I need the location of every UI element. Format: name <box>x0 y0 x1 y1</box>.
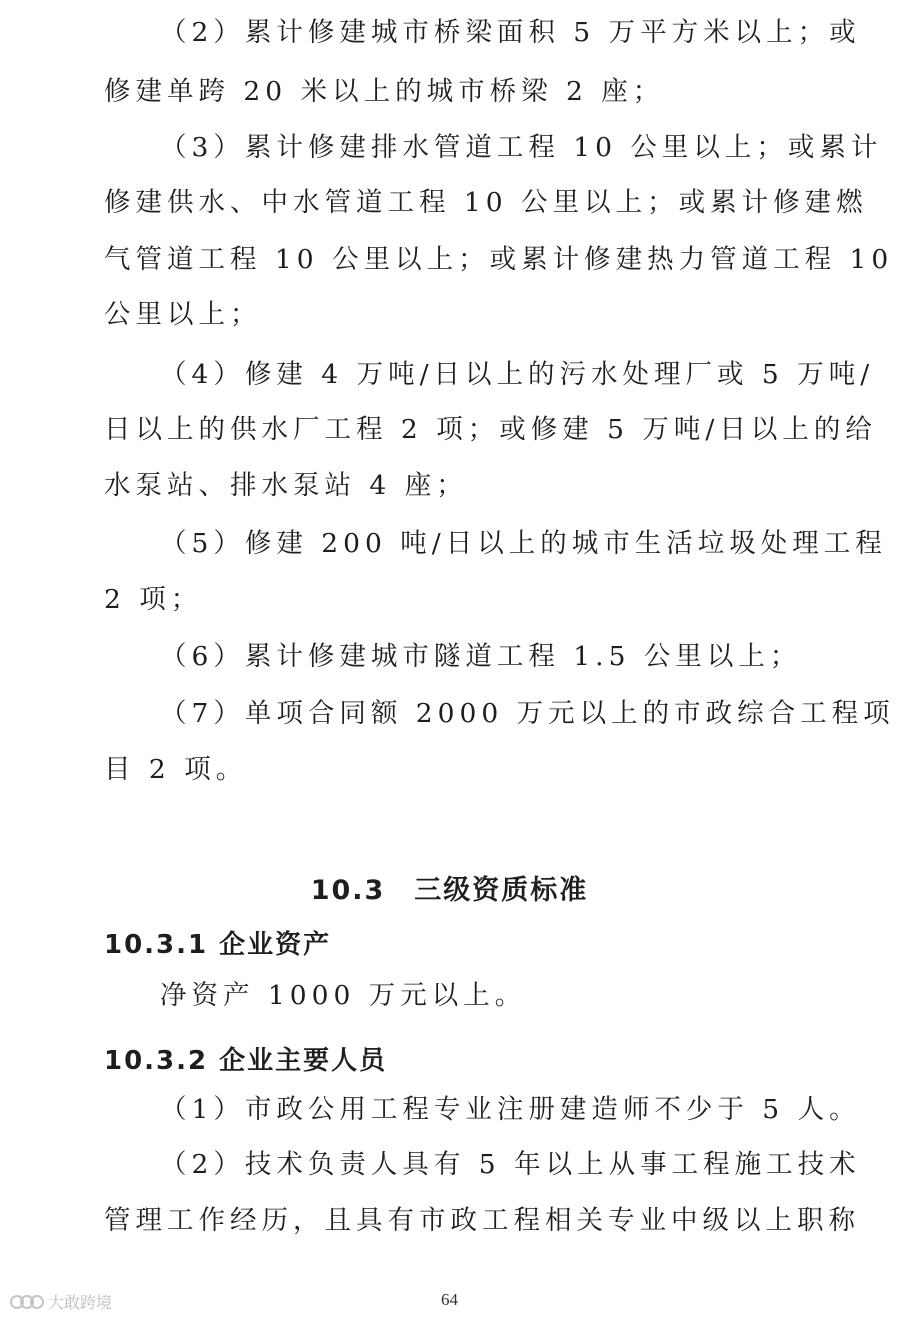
subsection-title-assets: 10.3.1 企业资产 <box>104 930 332 960</box>
item-3-line-3: 气管道工程 10 公里以上；或累计修建热力管道工程 10 <box>104 244 894 275</box>
section-title: 10.3 三级资质标准 <box>310 875 589 906</box>
watermark-text: 大敢跨境 <box>48 1293 113 1312</box>
item-4-line-1: （4）修建 4 万吨/日以上的污水处理厂或 5 万吨/ <box>160 359 875 390</box>
item-4-line-3: 水泵站、排水泵站 4 座； <box>104 470 468 501</box>
personnel-item-2-line-1: （2）技术负责人具有 5 年以上从事工程施工技术 <box>160 1149 861 1180</box>
subsection-title-personnel: 10.3.2 企业主要人员 <box>104 1046 388 1076</box>
item-3-line-1: （3）累计修建排水管道工程 10 公里以上；或累计 <box>160 132 883 163</box>
item-3-line-4: 公里以上； <box>104 299 262 330</box>
item-3-line-2: 修建供水、中水管道工程 10 公里以上；或累计修建燃 <box>104 187 868 218</box>
page-number: 64 <box>441 1290 458 1309</box>
item-7-line-2: 目 2 项。 <box>104 754 248 785</box>
item-5-line-1: （5）修建 200 吨/日以上的城市生活垃圾处理工程 <box>160 528 887 559</box>
assets-text: 净资产 1000 万元以上。 <box>160 980 527 1011</box>
personnel-item-1: （1）市政公用工程专业注册建造师不少于 5 人。 <box>160 1094 861 1125</box>
item-2-line-1: （2）累计修建城市桥梁面积 5 万平方米以上；或 <box>160 17 861 48</box>
item-4-line-2: 日以上的供水厂工程 2 项；或修建 5 万吨/日以上的给 <box>104 414 877 445</box>
watermark-logo-icon <box>10 1292 44 1312</box>
item-7-line-1: （7）单项合同额 2000 万元以上的市政综合工程项 <box>160 698 895 729</box>
item-6-line-1: （6）累计修建城市隧道工程 1.5 公里以上； <box>160 641 802 672</box>
personnel-item-2-line-2: 管理工作经历，且具有市政工程相关专业中级以上职称 <box>104 1205 860 1236</box>
item-2-line-2: 修建单跨 20 米以上的城市桥梁 2 座； <box>104 76 665 107</box>
watermark <box>10 1290 112 1313</box>
item-5-line-2: 2 项； <box>104 584 203 615</box>
